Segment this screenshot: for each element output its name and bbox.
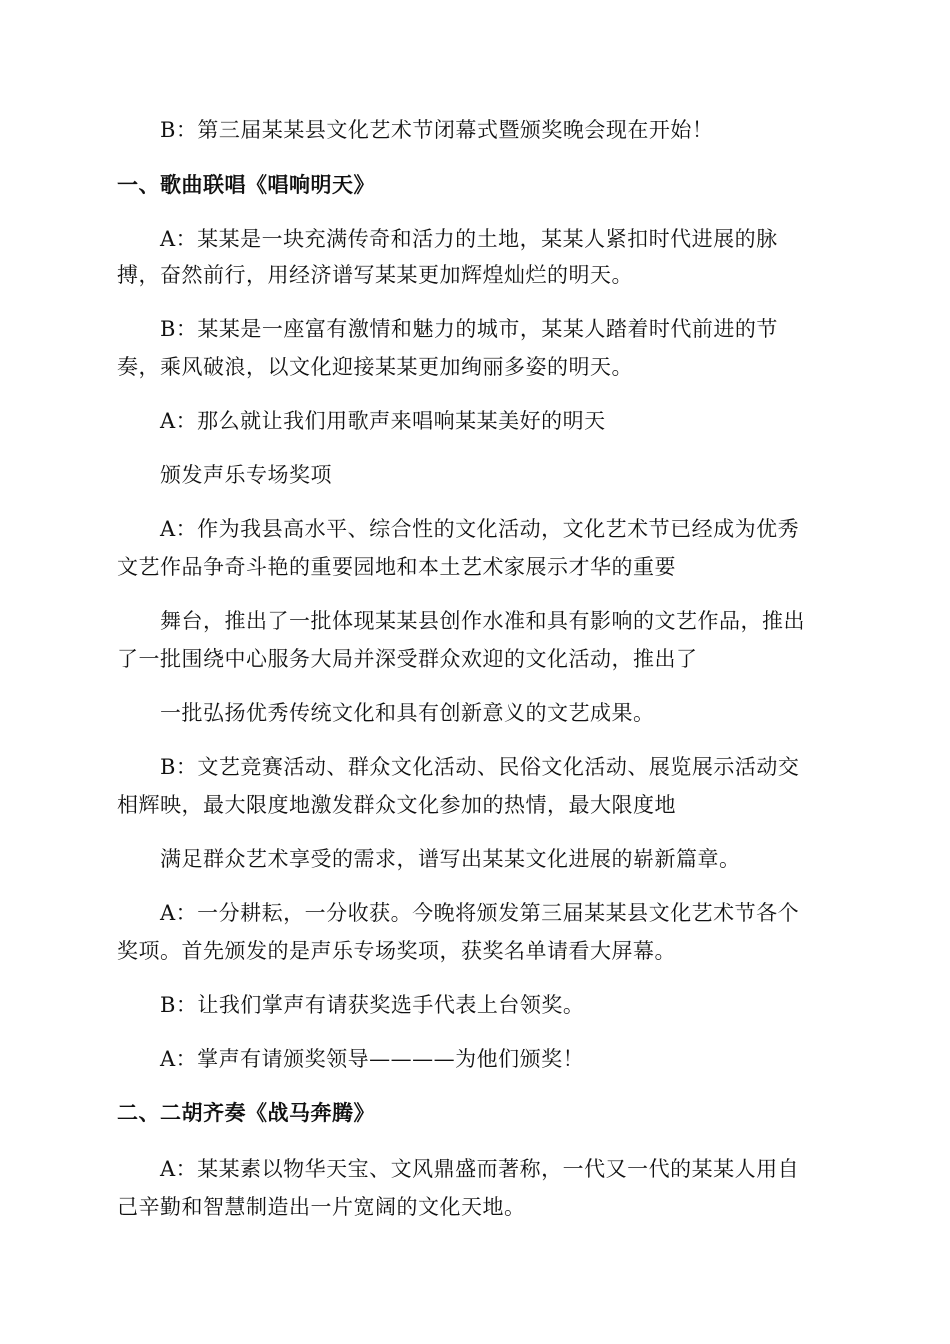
paragraph-line: B：文艺竞赛活动、群众文化活动、民俗文化活动、展览展示活动交 (160, 755, 800, 779)
paragraph-line: B：让我们掌声有请获奖选手代表上台领奖。 (160, 993, 585, 1017)
paragraph-line: B：某某是一座富有激情和魅力的城市，某某人踏着时代前进的节 (160, 317, 778, 341)
paragraph-line: 了一批围绕中心服务大局并深受群众欢迎的文化活动，推出了 (117, 647, 698, 671)
paragraph-line: A：作为我县高水平、综合性的文化活动，文化艺术节已经成为优秀 (160, 517, 800, 541)
paragraph-line: A：掌声有请颁奖领导————为他们颁奖！ (160, 1047, 585, 1071)
paragraph-line: 颁发声乐专场奖项 (160, 463, 332, 487)
paragraph-line: 文艺作品争奇斗艳的重要园地和本土艺术家展示才华的重要 (117, 555, 676, 579)
paragraph-line: 奖项。首先颁发的是声乐专场奖项，获奖名单请看大屏幕。 (117, 939, 676, 963)
section-heading: 二、二胡齐奏《战马奔腾》 (117, 1101, 375, 1125)
paragraph-line: B：第三届某某县文化艺术节闭幕式暨颁奖晚会现在开始！ (160, 118, 714, 142)
paragraph-line: A：某某是一块充满传奇和活力的土地，某某人紧扣时代进展的脉 (160, 227, 778, 251)
paragraph-line: 奏，乘风破浪，以文化迎接某某更加绚丽多姿的明天。 (117, 355, 633, 379)
paragraph-line: 己辛勤和智慧制造出一片宽阔的文化天地。 (117, 1195, 526, 1219)
paragraph-line: A：那么就让我们用歌声来唱响某某美好的明天 (160, 409, 606, 433)
paragraph-line: 一批弘扬优秀传统文化和具有创新意义的文艺成果。 (160, 701, 655, 725)
paragraph-line: 相辉映，最大限度地激发群众文化参加的热情，最大限度地 (117, 793, 676, 817)
paragraph-line: A：一分耕耘，一分收获。今晚将颁发第三届某某县文化艺术节各个 (160, 901, 800, 925)
paragraph-line: A：某某素以物华天宝、文风鼎盛而著称，一代又一代的某某人用自 (160, 1157, 800, 1181)
paragraph-line: 搏，奋然前行，用经济谱写某某更加辉煌灿烂的明天。 (117, 263, 633, 287)
section-heading: 一、歌曲联唱《唱响明天》 (117, 173, 375, 197)
paragraph-line: 满足群众艺术享受的需求，谱写出某某文化进展的崭新篇章。 (160, 847, 741, 871)
paragraph-line: 舞台，推出了一批体现某某县创作水准和具有影响的文艺作品，推出 (160, 609, 805, 633)
